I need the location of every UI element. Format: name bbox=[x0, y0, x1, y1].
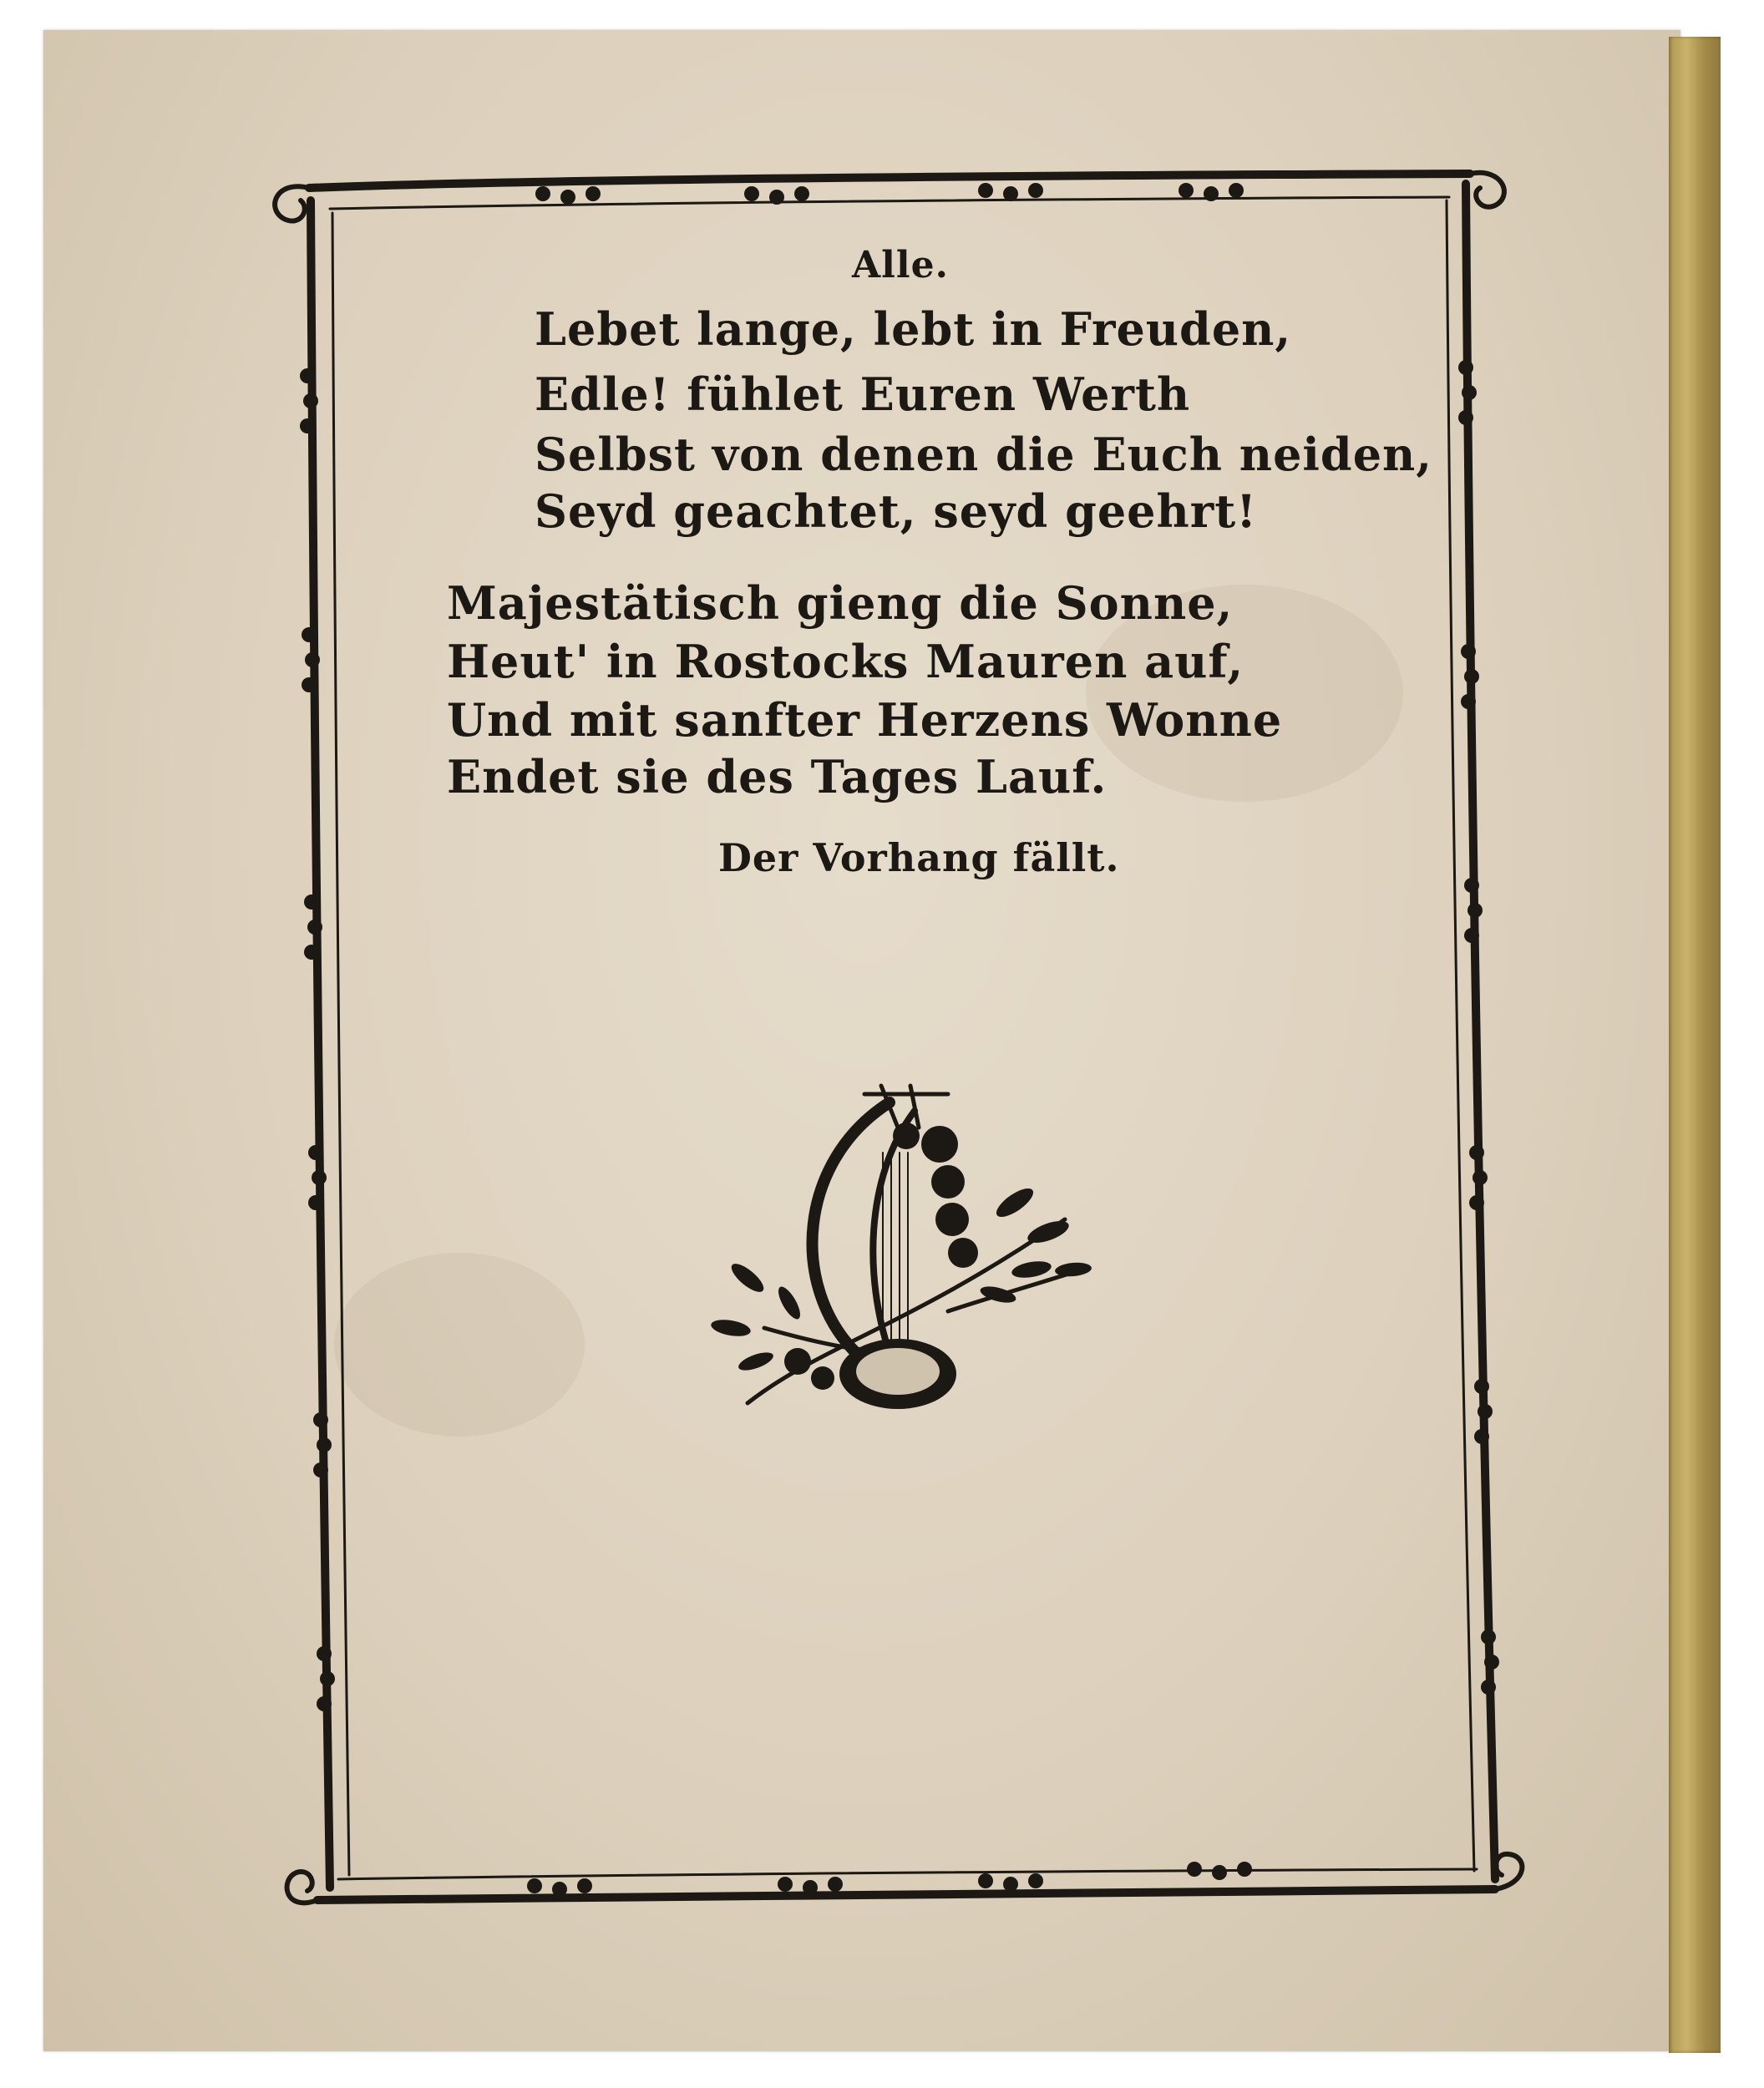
verse-line: Und mit sanfter Herzens Wonne bbox=[447, 693, 1283, 747]
lyre-vignette bbox=[697, 1077, 1115, 1445]
verse-line: Heut' in Rostocks Mauren auf, bbox=[447, 635, 1244, 688]
verse-line: Edle! fühlet Euren Werth bbox=[535, 367, 1191, 421]
speaker-label: Alle. bbox=[852, 244, 949, 286]
verse-line: Seyd geachtet, seyd geehrt! bbox=[535, 484, 1257, 538]
stage-direction: Der Vorhang fällt. bbox=[718, 835, 1120, 880]
verse-line: Lebet lange, lebt in Freuden, bbox=[535, 302, 1292, 356]
verse-line: Majestätisch gieng die Sonne, bbox=[447, 576, 1234, 630]
verse-line: Selbst von denen die Euch neiden, bbox=[535, 428, 1433, 481]
verse-line: Endet sie des Tages Lauf. bbox=[447, 750, 1108, 803]
